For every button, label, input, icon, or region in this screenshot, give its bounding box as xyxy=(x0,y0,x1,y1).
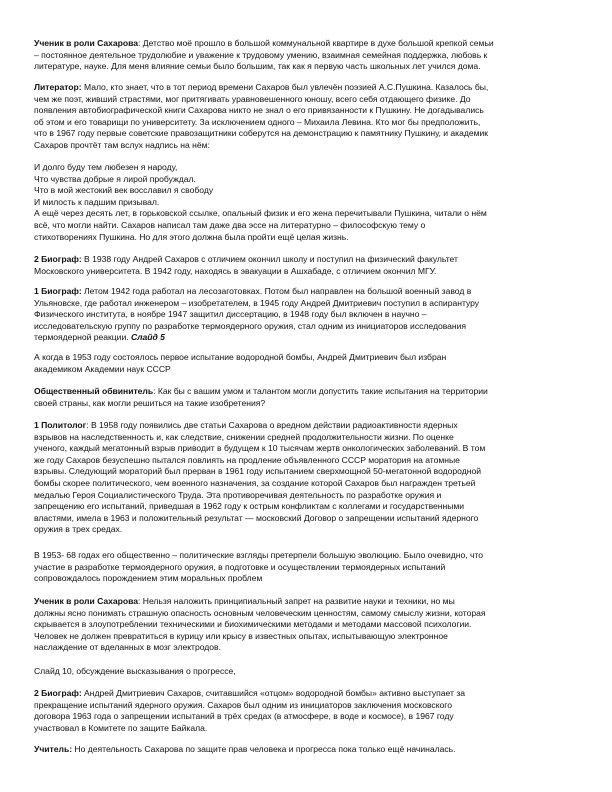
speaker-label: Литератор: xyxy=(34,82,82,92)
paragraph-teacher xyxy=(34,744,578,756)
paragraph-text: В 1953- 68 годах его общественно – политические взгляды претерпели большую эволюцию. Было очевидно, что участие в разработке термоядерного оружия, в подготовке и осуществлении термоядерных испытаний сопровождалось порождением этим моральных проблем xyxy=(34,550,483,584)
speaker-label: Учитель: xyxy=(34,744,73,754)
paragraph-pushkin-poem xyxy=(34,162,578,243)
paragraph-text: : В 1958 году появились две статьи Сахарова о вредном действии радиоактивности ядерных взрывов на наследственность и, как следствие, снижении средней продолжительности жизни. По оценке ученого, каждый мегатонный взрыв приводит в будущем к 10 тысячам жертв онкологических заболеваний. В том же году Сахаров безуспешно пытался повлиять на продление объявленного СССР моратория на атомные взрывы. Следующий мораторий был прерван в 1961 году испытанием сверхмощной 50-мегатонной водородной бомбы скорее политического, чем военного назначения, за создание которой Сахаров был награжден третьей медалью Героя Социалистического Труда. Эта противоречивая деятельность по разработке оружия и запрещению его испытаний, приведшая в 1962 году к острым конфликтам с коллегами и государственными властями, имела в 1963 и положительный результат — московский Договор о запрещении испытаний ядерного оружия в трех средах. xyxy=(34,420,486,535)
paragraph-biographer-2-activism xyxy=(34,688,578,734)
paragraph-evolution xyxy=(34,550,578,585)
paragraph-text: А когда в 1953 году состоялось первое испытание водородной бомбы, Андрей Дмитриевич был избран академиком Академии наук СССР xyxy=(34,352,447,374)
speaker-label: 1 Биограф: xyxy=(34,286,82,296)
speaker-label: Ученик в роли Сахарова xyxy=(34,38,139,48)
slide-reference: Слайд 5 xyxy=(130,332,165,343)
paragraph-text: : Как бы с вашим умом и талантом могли допустить такие испытания на территории своей страны, как могли решиться на такие изобретения? xyxy=(34,386,488,408)
paragraph-text: : Детство моё прошло в большой коммунальной квартире в духе большой крепкой семьи – постоянное деятельное трудолюбие и уважение к трудовому умению, взаимная семейная поддержка, любовь к литературе, науке. Для меня влияние семьи было большим, так как я первую часть школьных лет учился дома. xyxy=(34,38,494,72)
paragraph-text: Но деятельность Сахарова по защите прав человека и прогресса пока только ещё начиналась. xyxy=(72,744,456,754)
speaker-label: 1 Политолог xyxy=(34,420,87,430)
paragraph-text: В 1938 году Андрей Сахаров с отличием окончил школу и поступил на физический факультет Московского университета. В 1942 году, находясь в эвакуации в Ашхабаде, с отличием окончил МГУ. xyxy=(34,254,458,276)
paragraph-text: Летом 1942 года работал на лесозаготовках. Потом был направлен на большой военный завод в Ульяновске, где работал инженером – изобретателем, в 1945 году Андрей Дмитриевич поступил в аспирантуру Физического института, в ноябре 1947 защитил диссертацию, в 1948 году был включен в научно – исследовательскую группу по разработке термоядерного оружия, стал одним из инициаторов исследования термоядерной реакции. xyxy=(34,286,480,343)
speaker-label: Общественный обвинитель xyxy=(34,386,154,396)
speaker-label: Ученик в роли Сахарова xyxy=(34,596,139,606)
paragraph-text: : Нельзя наложить принципиальный запрет на развитие науки и техники, но мы должны ясно понимать страшную опасность основным человеческим ценностям, самому смыслу жизни, которая скрывается в злоупотреблении техническими и биохимическими методами и методами массовой психологии. Человек не должен превратиться в курицу или крысу в известных опытах, испытывающую электронное наслаждение от вделанных в мозг электродов. xyxy=(34,596,486,653)
paragraph-text: И долго буду тем любезен я народу, Что чувства добрые я лирой пробуждал. Что в мой жестокий век восславил я свободу И милость к падшим призывал. А ещё через десять лет, в горьковской ссылке, опальный физик и его жена перечитывали Пушкина, читали о нём всё, что могли найти. Сахаров написал там даже два эссе на литературно – философскую тему о стихотворениях Пушкина. Но для этого должна была пройти ещё целая жизнь. xyxy=(34,162,487,242)
paragraph-biographer-1 xyxy=(34,286,578,344)
paragraph-text: Андрей Дмитриевич Сахаров, считавшийся «отцом» водородной бомбы» активно выступает за прекращение испытаний ядерного оружия. Сахаров был одним из инициаторов заключения московского договора 1963 года о запрещении испытаний в трёх средах (в атмосфере, в воде и космосе), в 1967 году участвовал в Комитете по защите Байкала. xyxy=(34,688,465,733)
paragraph-prosecutor xyxy=(34,386,578,409)
paragraph-academician xyxy=(34,352,578,375)
paragraph-text: Мало, кто знает, что в тот период времени Сахаров был увлечён поэзией А.С.Пушкина. Казалось бы, чем же поэт, живший страстями, мог притягивать уравновешенного юношу, всего себя отдающего физике. До появления автобиографической книги Сахарова никто не знал о его привязанности к Пушкину. Не догадывались об этом и его товарищи по университету. За исключением одного – Михаила Левина. Кто мог бы предположить, что в 1967 году первые советские правозащитники соберутся на демонстрацию к памятнику Пушкину, и академик Сахаров прочтёт там вслух надпись на нём: xyxy=(34,82,489,150)
paragraph-sakharov-science xyxy=(34,596,578,654)
speaker-label: 2 Биограф: xyxy=(34,254,82,264)
paragraph-text: Слайд 10, обсуждение высказывания о прогрессе, xyxy=(34,666,236,676)
paragraph-literator xyxy=(34,82,578,152)
paragraph-biographer-2 xyxy=(34,254,578,277)
paragraph-slide-10 xyxy=(34,666,578,678)
speaker-label: 2 Биограф: xyxy=(34,688,82,698)
paragraph-political-scientist xyxy=(34,420,578,536)
paragraph-sakharov-childhood xyxy=(34,38,578,73)
